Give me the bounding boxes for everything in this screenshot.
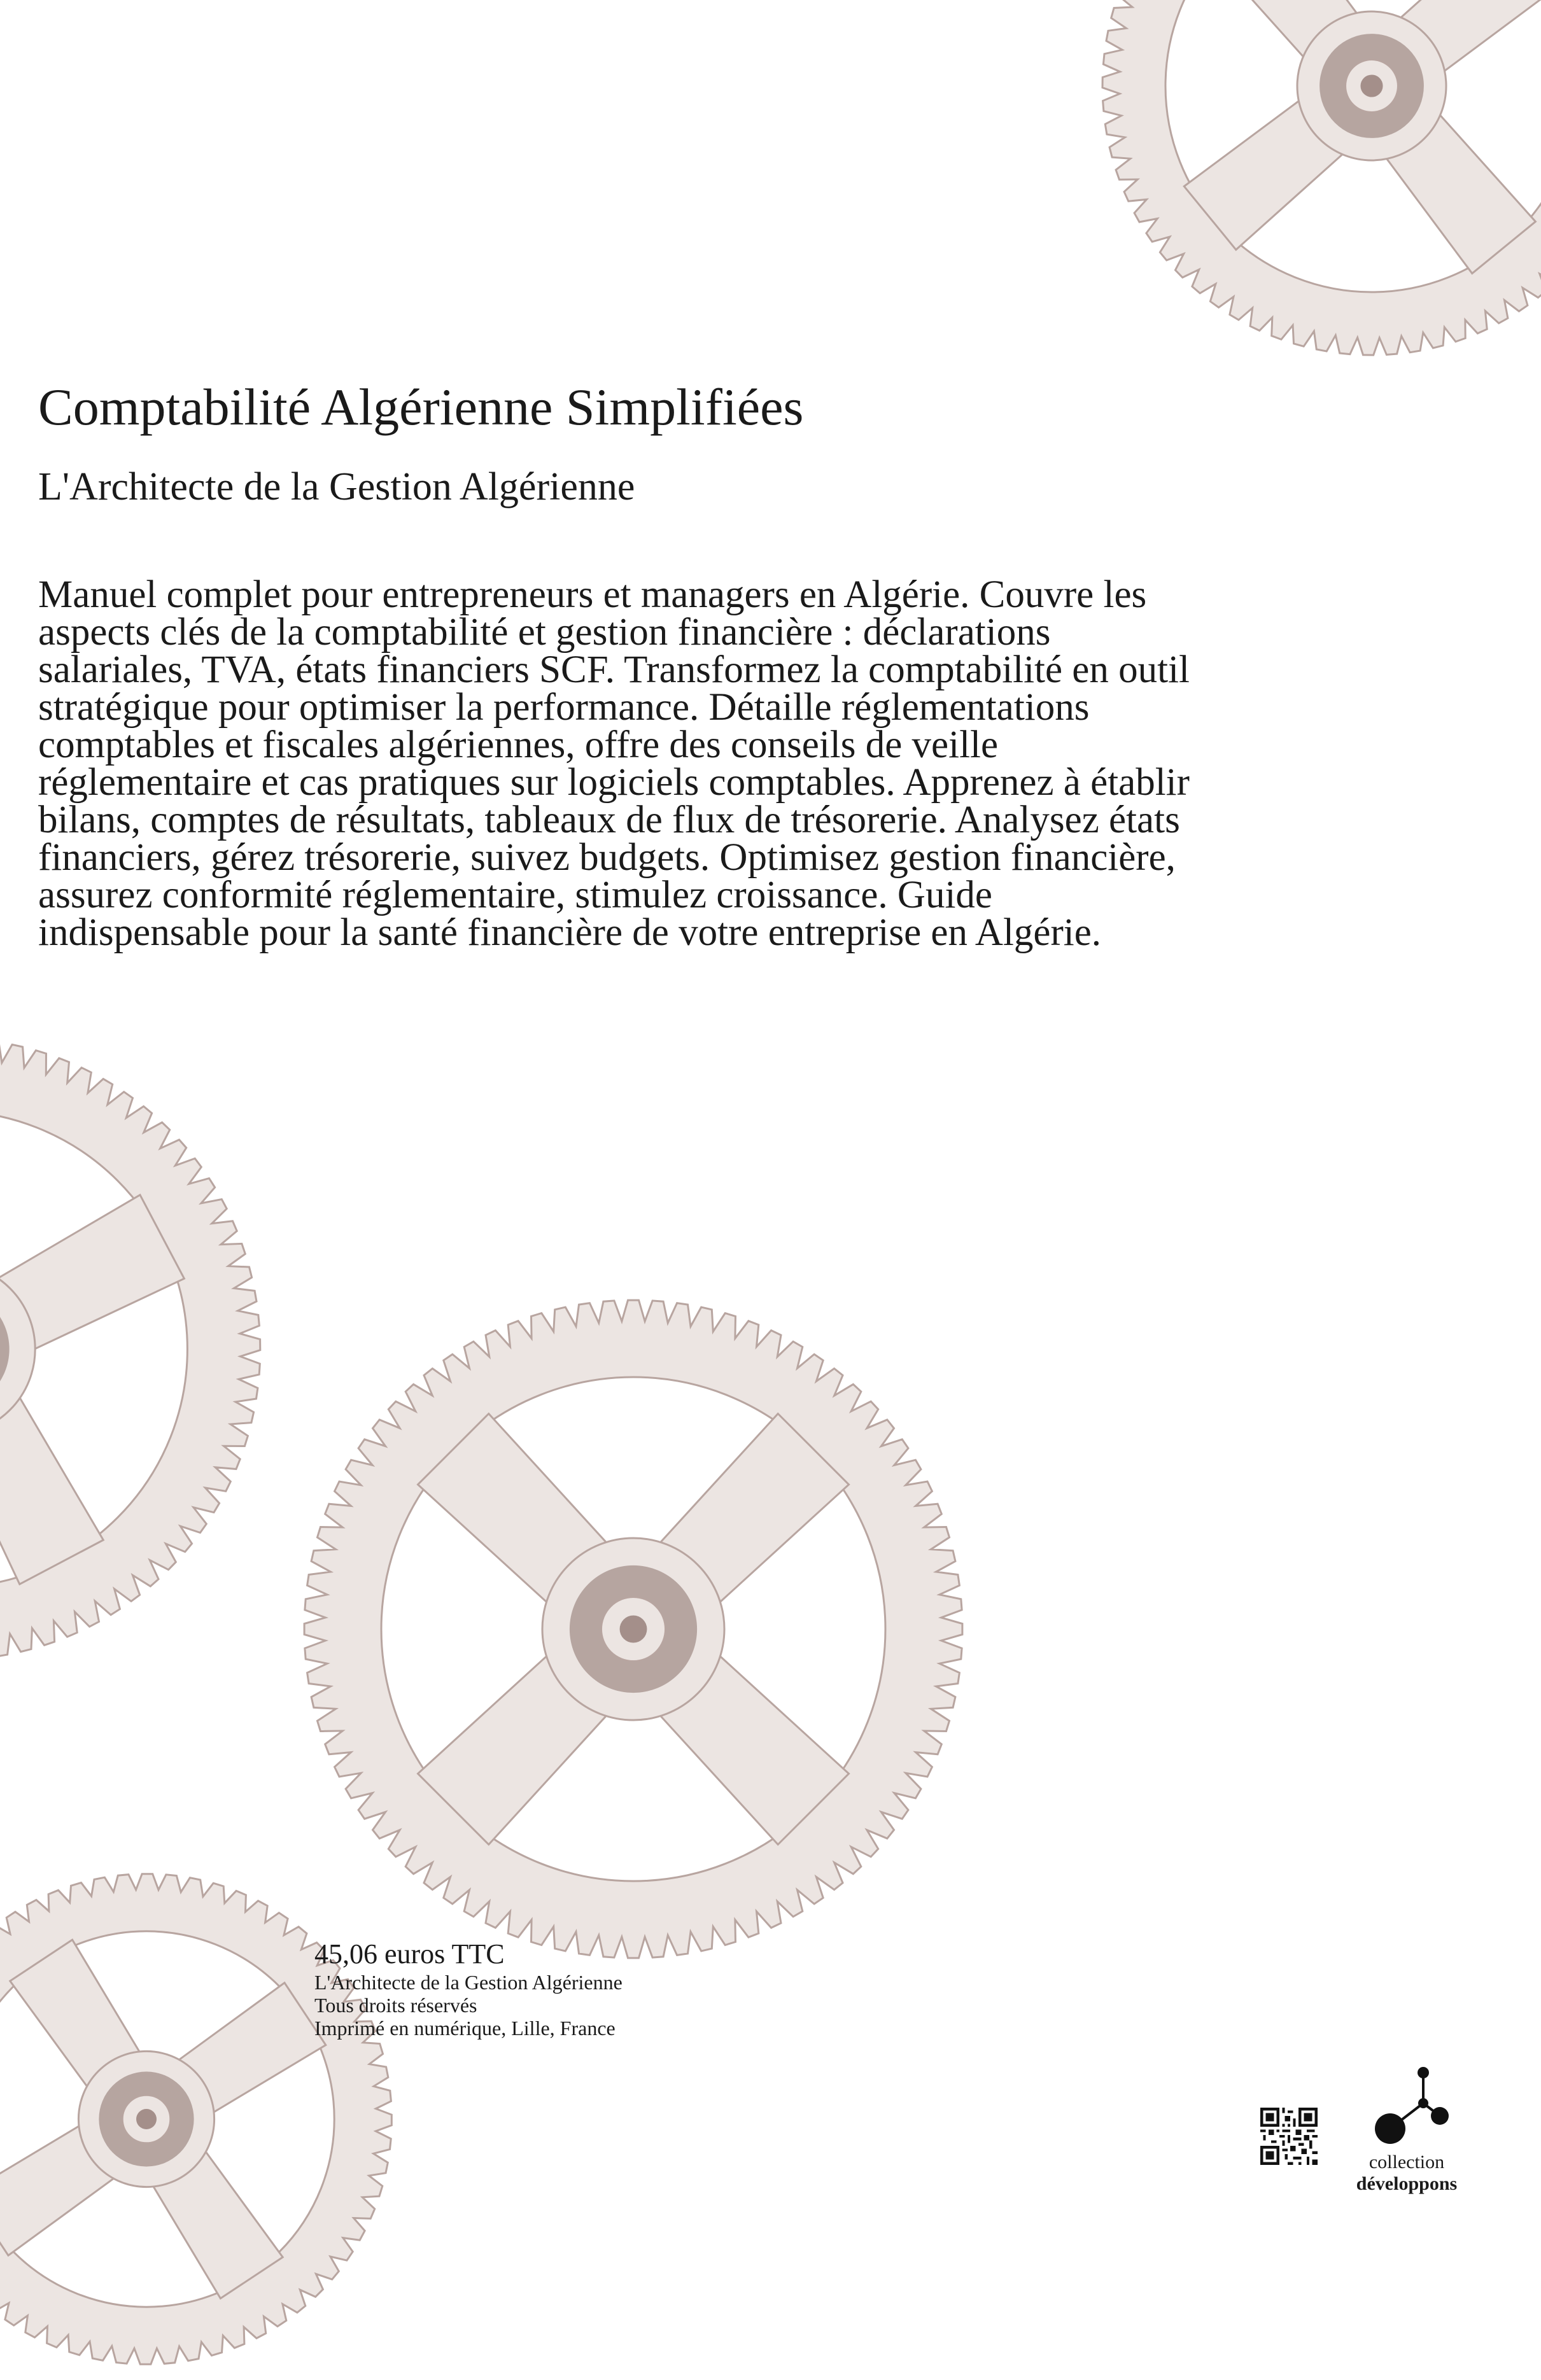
publisher-line: L'Architecte de la Gestion Algérienne xyxy=(314,1971,623,1994)
gear-illustration-left xyxy=(0,1018,280,1680)
rights-line: Tous droits réservés xyxy=(314,1994,477,2017)
book-description: Manuel complet pour entrepreneurs et managers en Algérie. Couvre les aspects clés de la comptabilité et gestion financière : déclarations salariales, TVA, états financiers SCF. Transformez la comptabilité en outil stratégique pour optimiser la performance. Détaille réglementations comptables et fiscales algériennes, offre des conseils de veille réglementaire et cas pratiques sur logiciels comptables. Apprenez à établir bilans, comptes de résultats, tableaux de flux de trésorerie. Analysez états financiers, gérez trésorerie, suivez budgets. Optimisez gestion financière, assurez conformité réglementaire, stimulez croissance. Guide indispensable pour la santé financière de votre entreprise en Algérie. xyxy=(38,573,1190,954)
price: 45,06 euros TTC xyxy=(314,1938,505,1970)
collection-label: collection xyxy=(1369,2152,1445,2173)
book-title: Comptabilité Algérienne Simplifiées xyxy=(38,378,804,436)
gear-illustration-bottom-left xyxy=(0,1858,407,2380)
collection-name: développons xyxy=(1356,2173,1458,2194)
gear-illustration-top-right xyxy=(1085,0,1541,372)
colophon xyxy=(314,1938,824,2040)
printing-line: Imprimé en numérique, Lille, France xyxy=(314,2017,616,2040)
book-subtitle: L'Architecte de la Gestion Algérienne xyxy=(38,465,635,508)
qr-code-icon xyxy=(1260,2108,1318,2165)
